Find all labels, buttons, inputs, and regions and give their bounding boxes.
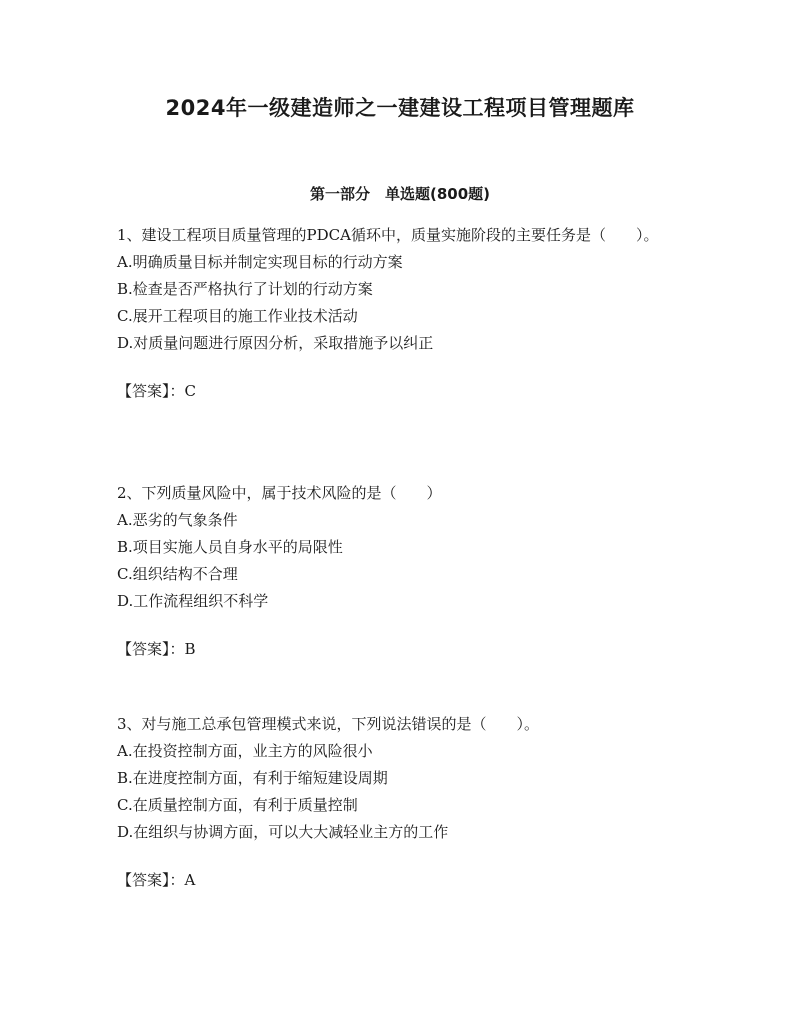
answer-line xyxy=(117,867,692,894)
option-c: C.在质量控制方面，有利于质量控制 xyxy=(117,796,358,814)
option-d: D.在组织与协调方面，可以大大减轻业主方的工作 xyxy=(117,823,449,841)
option-d: D.工作流程组织不科学 xyxy=(117,592,269,610)
answer-value: A xyxy=(184,871,196,889)
question-stem: 1、建设工程项目质量管理的PDCA循环中，质量实施阶段的主要任务是（ ）。 xyxy=(117,226,659,244)
answer-line xyxy=(117,636,692,663)
question-2 xyxy=(117,480,692,663)
answer-line xyxy=(117,378,692,405)
section-title: 第一部分 单选题(800题) xyxy=(309,185,491,203)
option-c: C.展开工程项目的施工作业技术活动 xyxy=(117,307,358,325)
question-3 xyxy=(117,711,692,894)
option-a: A.明确质量目标并制定实现目标的行动方案 xyxy=(117,253,403,271)
option-b: B.项目实施人员自身水平的局限性 xyxy=(117,538,343,556)
answer-label: 【答案】： xyxy=(117,382,185,400)
question-stem: 2、下列质量风险中，属于技术风险的是（ ） xyxy=(117,484,442,502)
answer-value: C xyxy=(184,382,196,400)
answer-label: 【答案】： xyxy=(117,640,185,658)
option-a: A.恶劣的气象条件 xyxy=(117,511,238,529)
option-b: B.检查是否严格执行了计划的行动方案 xyxy=(117,280,373,298)
question-stem: 3、对与施工总承包管理模式来说，下列说法错误的是（ ）。 xyxy=(117,715,540,733)
option-d: D.对质量问题进行原因分析，采取措施予以纠正 xyxy=(117,334,434,352)
question-1 xyxy=(117,222,692,405)
document-title: 2024年一级建造师之一建建设工程项目管理题库 xyxy=(165,96,635,120)
option-b: B.在进度控制方面，有利于缩短建设周期 xyxy=(117,769,388,787)
option-a: A.在投资控制方面，业主方的风险很小 xyxy=(117,742,373,760)
answer-label: 【答案】： xyxy=(117,871,185,889)
option-c: C.组织结构不合理 xyxy=(117,565,238,583)
answer-value: B xyxy=(184,640,196,658)
